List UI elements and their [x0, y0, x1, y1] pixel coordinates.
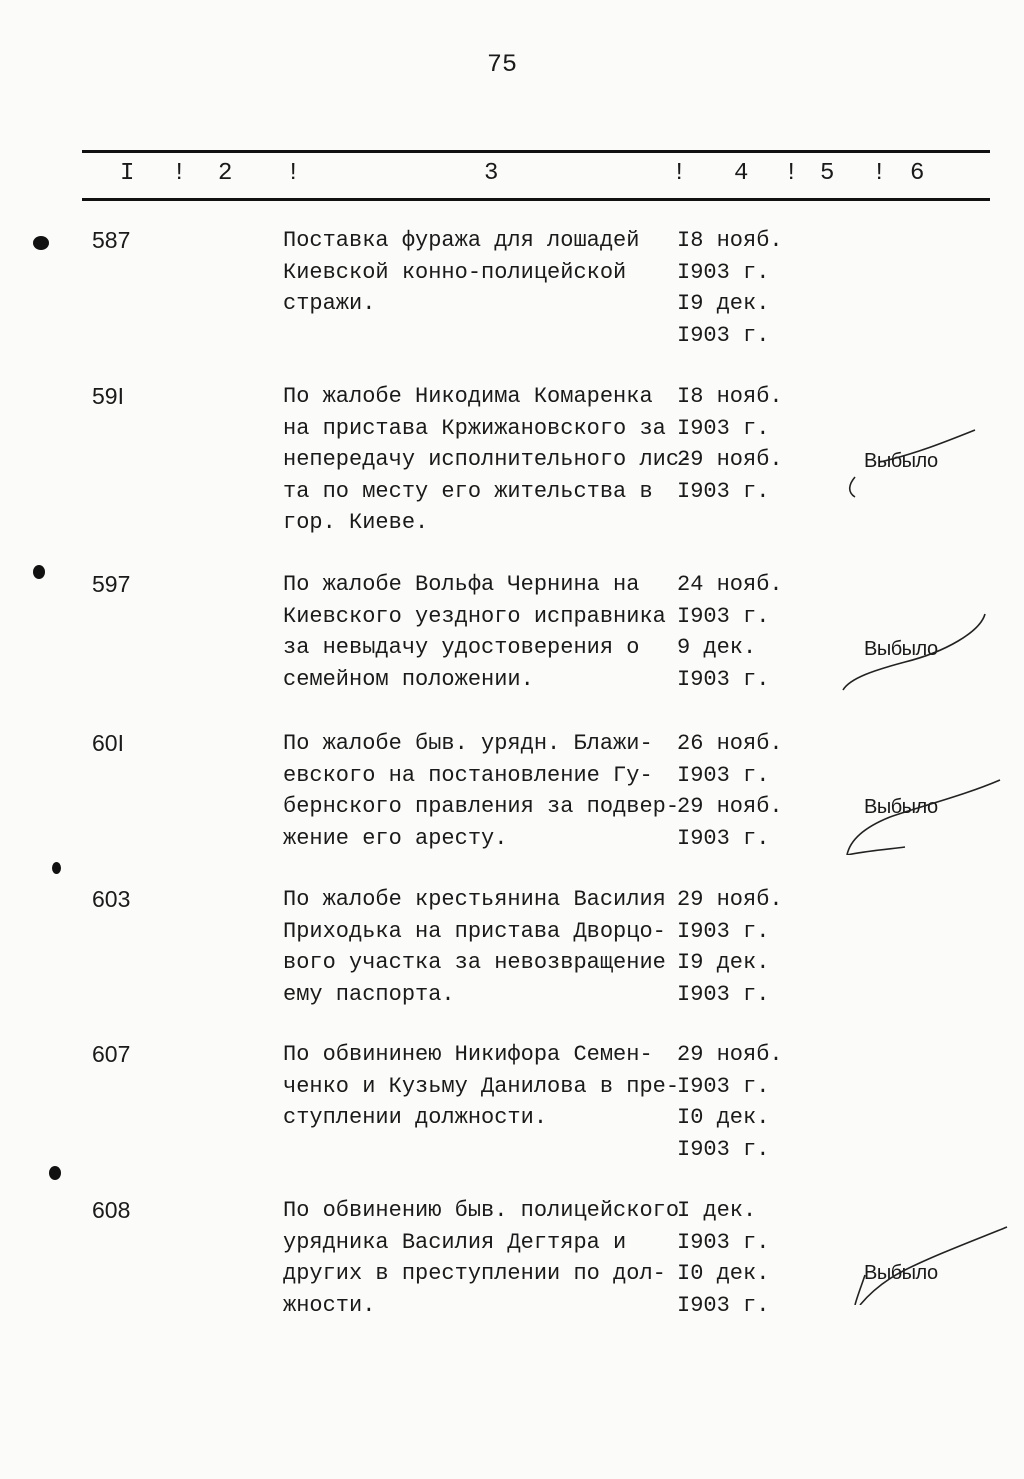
handwritten-note: Выбыло: [864, 796, 938, 818]
date-line: I903 г.: [677, 322, 770, 348]
record-number: 59I: [92, 383, 124, 409]
date-line: I903 г.: [677, 603, 770, 629]
record-dates: [677, 225, 797, 351]
column-header-row: [0, 160, 1024, 192]
description-line: семейном положении.: [283, 666, 534, 692]
date-line: 29 нояб.: [677, 1042, 783, 1067]
date-line: I903 г.: [677, 981, 770, 1007]
record-description: [283, 381, 693, 539]
date-line: I903 г.: [677, 415, 770, 441]
record-dates: [677, 1039, 797, 1165]
binding-hole-mark: [52, 862, 61, 874]
date-line: 9 дек.: [677, 635, 757, 660]
date-line: I903 г.: [677, 762, 770, 788]
date-line: I8 нояб.: [677, 384, 783, 409]
date-line: 29 нояб.: [677, 447, 783, 472]
description-line: Приходька на пристава Дворцо-: [283, 918, 666, 944]
description-line: вого участка за невозвращение: [283, 950, 666, 975]
date-line: I903 г.: [677, 1229, 770, 1255]
column-3-header: 3: [484, 160, 499, 187]
date-line: 29 нояб.: [677, 794, 783, 819]
description-line: непередачу исполнительного лис-: [283, 447, 693, 472]
record-description: [283, 1039, 683, 1134]
description-line: По жалобе быв. урядн. Блажи-: [283, 731, 653, 756]
date-line: I9 дек.: [677, 291, 770, 316]
binding-hole-mark: [49, 1166, 61, 1180]
column-separator: !: [172, 160, 187, 187]
handwritten-stroke: [835, 775, 1010, 855]
date-line: I903 г.: [677, 825, 770, 851]
date-line: I903 г.: [677, 1292, 770, 1318]
header-bottom-rule: [82, 198, 990, 201]
date-line: I8 нояб.: [677, 228, 783, 253]
record-dates: [677, 728, 797, 854]
handwritten-note: Выбыло: [864, 638, 938, 660]
description-line: гор. Киеве.: [283, 510, 429, 535]
record-description: [283, 1195, 683, 1321]
page-number: 75: [486, 50, 517, 79]
column-2-header: 2: [218, 160, 233, 187]
column-separator: !: [286, 160, 301, 187]
description-line: бернского правления за подвер-: [283, 794, 680, 819]
handwritten-note: Выбыло: [864, 1262, 938, 1284]
record-dates: [677, 381, 797, 507]
description-line: По обвинению быв. полицейского: [283, 1198, 680, 1223]
description-line: По жалобе крестьянина Василия: [283, 887, 666, 912]
description-line: та по месту его жительства в: [283, 478, 653, 504]
description-line: жение его аресту.: [283, 825, 508, 851]
column-1-header: I: [120, 160, 135, 187]
record-number: 597: [92, 571, 131, 597]
date-line: 24 нояб.: [677, 572, 783, 597]
description-line: за невыдачу удостоверения о: [283, 635, 640, 660]
description-line: жности.: [283, 1292, 376, 1318]
description-line: урядника Василия Дегтяра и: [283, 1229, 627, 1255]
column-6-header: 6: [910, 160, 925, 187]
record-description: [283, 728, 683, 854]
description-line: ему паспорта.: [283, 981, 455, 1007]
header-top-rule: [82, 150, 990, 153]
date-line: I903 г.: [677, 259, 770, 285]
date-line: I903 г.: [677, 1073, 770, 1099]
description-line: ченко и Кузьму Данилова в пре-: [283, 1073, 680, 1099]
description-line: Киевского уездного исправника: [283, 603, 666, 629]
description-line: Поставка фуража для лошадей: [283, 228, 640, 253]
handwritten-stroke: [835, 612, 1010, 692]
date-line: I0 дек.: [677, 1105, 770, 1130]
record-description: [283, 884, 683, 1010]
record-number: 60I: [92, 730, 124, 756]
record-description: [283, 569, 683, 695]
record-number: 607: [92, 1041, 131, 1067]
description-line: По обвининею Никифора Семен-: [283, 1042, 653, 1067]
description-line: евского на постановление Гу-: [283, 762, 653, 788]
binding-hole-mark: [33, 236, 49, 250]
record-number: 603: [92, 886, 131, 912]
description-line: стражи.: [283, 291, 376, 316]
date-line: I903 г.: [677, 478, 770, 504]
description-line: других в преступлении по дол-: [283, 1261, 666, 1286]
handwritten-note: Выбыло: [864, 450, 938, 472]
date-line: I903 г.: [677, 918, 770, 944]
date-line: 26 нояб.: [677, 731, 783, 756]
column-separator: !: [784, 160, 799, 187]
date-line: I903 г.: [677, 666, 770, 692]
handwritten-stroke: [835, 422, 1010, 502]
binding-hole-mark: [33, 565, 45, 579]
column-4-header: 4: [734, 160, 749, 187]
description-line: на пристава Кржижановского за: [283, 415, 666, 441]
column-separator: !: [872, 160, 887, 187]
column-separator: !: [672, 160, 687, 187]
date-line: 29 нояб.: [677, 887, 783, 912]
date-line: I0 дек.: [677, 1261, 770, 1286]
record-dates: [677, 884, 797, 1010]
date-line: I дек.: [677, 1198, 757, 1223]
date-line: I903 г.: [677, 1136, 770, 1162]
description-line: Киевской конно-полицейской: [283, 259, 627, 285]
record-dates: [677, 1195, 797, 1321]
column-5-header: 5: [820, 160, 835, 187]
record-number: 587: [92, 227, 131, 253]
description-line: По жалобе Никодима Комаренка: [283, 384, 653, 409]
record-number: 608: [92, 1197, 131, 1223]
record-dates: [677, 569, 797, 695]
description-line: По жалобе Вольфа Чернина на: [283, 572, 640, 597]
handwritten-stroke: [835, 1225, 1010, 1305]
date-line: I9 дек.: [677, 950, 770, 975]
description-line: ступлении должности.: [283, 1105, 548, 1130]
record-description: [283, 225, 683, 320]
